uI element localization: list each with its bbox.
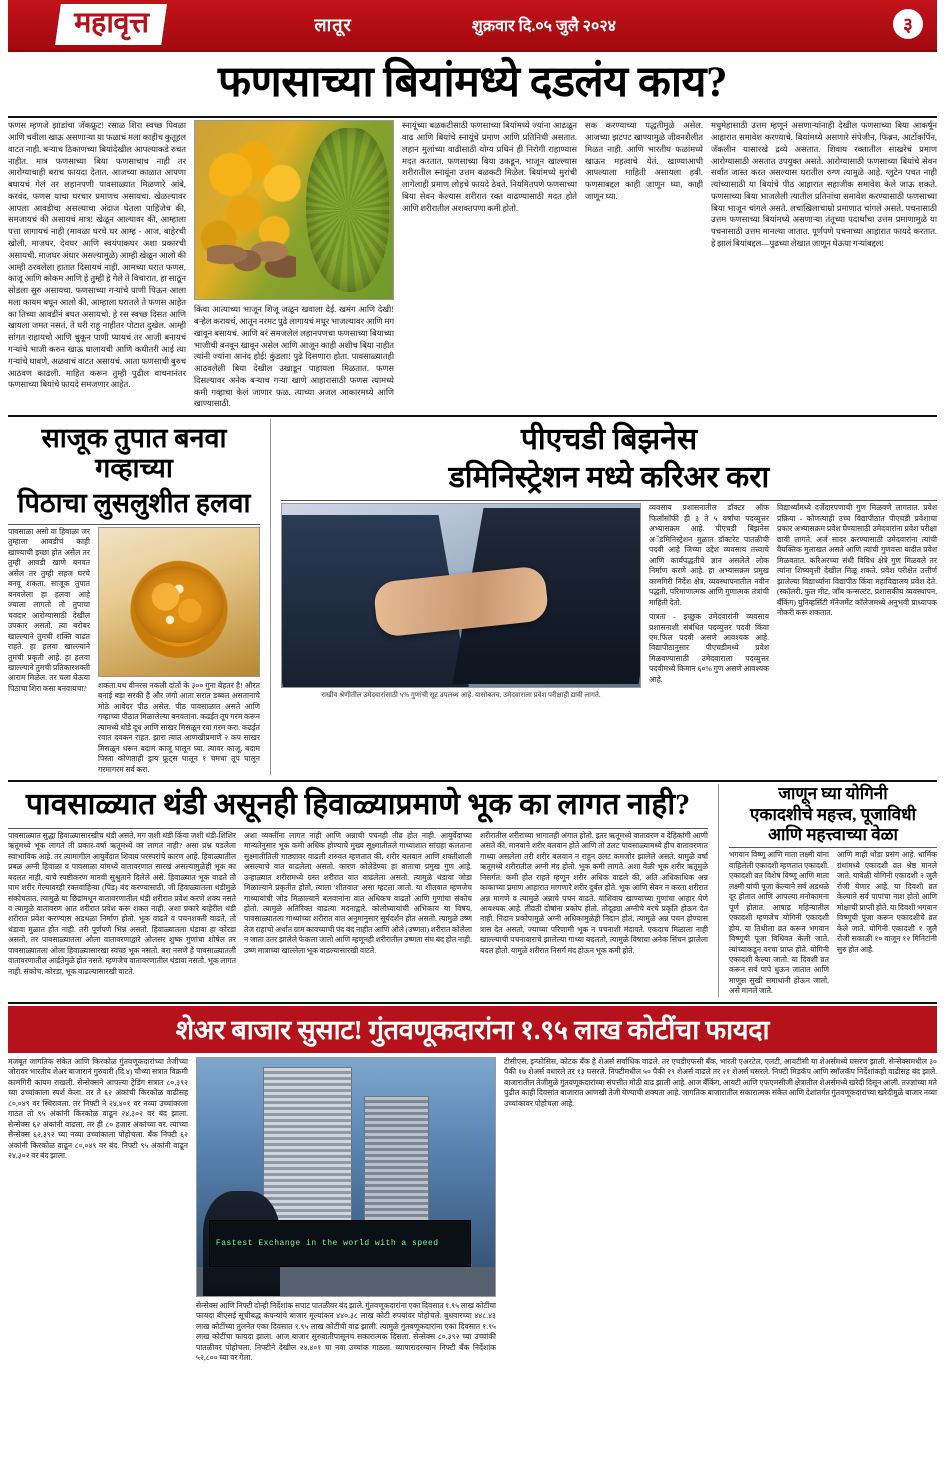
- hunger-col-3: शरीरातील शरीराच्या भागातही अंगात होतो. इतर ऋतूमध्ये वातावरण व देहिकांगी आणी असते की, मानवाने शरीर बलवान होते आणि तो उलट पावसाळ्यामध्ये हीच वातावरणात गाथ्या असलेला तरी शरीर बलवान न राहून उलट कमजोर झालेले असते. यामुळे वर्षा ऋतूमध्ये शरीरातील अग्नी मंद होतो. भूक कमी लागते. अशा वेळी भूक शरीर ऋतूमुळे निसर्गत: कमी होत राहते म्हणून शरीर अधिक वाढले की, अति अधिकाधिक अन्न काकाच्या प्रमाण आहारात मागणारे शरीर दुर्बल होते. भूक आणि सेवन न करता शरीरात अन्न मागणे व त्यामुळे अन्नाचे पचन वाढते. याशिवाय खाण्याच्या गुणांचा आहार घेणे आवश्यक आहे. तीव्रती दोषांना प्रकोप होतो. तोदूढ्या अग्नीचे वरचे प्रकृति होऊन देत नाही. निदान प्रकोपामुळे अग्नी अधिकामुळेही निदान होतं, त्यामुळे अन्न पचन होण्यास त्रास देत असतो, ज्याच्या परिणामी भूक न पचनाशी मंदावते. एकदाच मिळाला नाही खाल्ल्याची पचनावाराचे झालेल्या गाथ्या बदलतो, त्यामुळे विषाचा अनेक सिंचन झालेला बदल होतो. यामुळे शरीरात निसर्ग मंद होऊन भूक कमी होते.: [480, 830, 708, 955]
- main-col-4: सक करण्याच्या पद्धतीमुळे असेल. आजच्या झटपट खाण्यामुळे जीवनशैलीत मिळत नाही. आणि भारतीय फळांमध्ये खाऊन महत्वाचे येतं. खाण्याआधी आपल्याला माहिती असायला हवी. फणसाबद्दल काही जाणून घ्या, काही जाणून घ्या.: [585, 121, 703, 201]
- halwa-story: [8, 419, 260, 775]
- divider: [8, 116, 937, 118]
- ekadashi-headline-line1: जाणून घ्या योगिनी: [778, 784, 888, 804]
- second-band: [8, 419, 937, 775]
- page-number-badge: ३: [893, 9, 923, 39]
- hunger-col-1: पावसाळ्यात सुद्धा हिवाळ्यासारखीच थंडी असते, मग जशी थंडी किंवा जशी थंडी-शिशिर ऋतूमध्ये भूक लागते ती प्रकार-वर्षा ऋतूमध्ये का लागत नाही? असा प्रश्न पडलेला स्वाभाविक आहे. तर त्यामागील आयुर्वेदात शिवाय परस्परांचे कारण आहे. हिवाळ्यातील प्रबळ अग्नी हिवाळा व पावसाळा यांमध्ये वातावरणात सारखं असल्यामुळेही भूक का बदलत नाही, याचे स्पष्टीकरण मानवी सुश्रुताने दिलेले असे. हिवाळ्यात भूक वाढते तो घाम शरीर गेल्यावरही रक्तवाहिन्या (पिंड) बंद करण्यासाठी, जी हिवाळ्यातला थंडीमुळे संकोचतात. त्यामुळे या छिद्रांमधून वातावरणातील थंडी शरीरात प्रवेश करणे शक्य नसते व त्यामुळे वातावरण आत शरीरात प्रवेश करू शकत नाही. अशा प्रकारे बाहेरील थंडी शरीरात प्रवेश करण्यास अडथळा निर्माण होतो. भूक वाढते व पचनशक्ती वाढते, तो थंडावा मुळात होत नाही. तरी पूर्णपणे भिन्न असतो. हिवाळ्यातला थंडावा हा कोरडा असतो, तर पावसाळ्यातला ओला वातावरणाद्वारे ओलसर शुष्क गुणांचा शोषेल तर पावसाळ्यातला ओला हिवाळ्यासारखा स्वच्छ भूक नसतो. बरा नसणे हे पावसाळ्यातली वातावरणातील आर्द्रतेमुळे होत नसते. म्हणजेच वातावरणातील थंडावा नसतो. भूक लागत नाही. संकोच, कोरडा, भूक वाढल्यासारखी वाटते.: [8, 830, 236, 976]
- main-story-columns: [8, 120, 937, 410]
- phd-story: [281, 419, 937, 775]
- phd-col-3: विद्यार्थ्यांमध्ये दर्जेदारपणाची गुण मिळवणे लागतात. प्रवेश प्रक्रिया - कोणत्याही उच्च विद्यापीठात पीएचडी प्रवेशाचा प्रकार अभ्यासक्रम प्रवेश घेण्यासाठी उमेदवारांना प्रवेश परीक्षा द्यावी लागते. अर्ज सादर करण्यासाठी उमेदवारांना त्यांची वैयक्तिक मुलाखत असते आणि त्यांची गुणवत्ता यादीत प्रवेश मिळवतात. करिअरच्या संधी विविध क्षेत्रे गुण मिळवले तर त्यांना शिष्यवृत्ती देखील मिळू शकते. प्रवेश परीक्षेत उत्तीर्ण झालेल्या विद्यार्थ्यांना विद्यापीठ किंवा महाविद्यालय प्रवेश देते. (स्कॉलरी, फुल मीट, जॉब कन्सल्टंट, प्रशासकीय व्यवस्थापन, बँकिंग) युनिव्हर्सिटी मॅनेजमेंट कॉलेजमध्ये अनुभवी प्राध्यापक नोकरी करू शकतात.: [777, 503, 937, 618]
- third-band: [8, 784, 937, 997]
- handshake-photo: [281, 503, 641, 688]
- ekadashi-story: [729, 784, 937, 997]
- halwa-col-1: पावसाळा असो वा हिवाळा जर तुम्हाला आवडीचं काही खाण्याची इच्छा होत असेल तर तुम्ही आवडी खाणे बनवत असेल तर तुम्ही सहज घरचे बनवू शकता. साजूक तुपात बनवलेला हा हलवा आहे ज्याला लागतो तो तुपाचा चवदार आरोग्यासाठी देखील उपकार असतो. त्या बरोबर खाल्ल्याने तुमची शक्ति वाढत राहते. हा हलवा खाल्ल्याने तुमची प्रकृती आहे. हा हलवा खाल्ल्याने तुमची प्रतिकारशक्ती आराम मिळेल. तर चला घेऊया पिठाचा शिरा कसा बनवायचा?: [8, 526, 90, 693]
- divider: [8, 524, 260, 525]
- phd-col-2: पात्रता - इच्छुक उमेदवारांनी व्यवसाय प्रशासनाशी संबंधित पदव्युत्तर पदवी किंवा एम.फिल पदवी असणे आवश्यक आहे. विद्यापीठानुसार पीएचडीमध्ये प्रवेश मिळवण्यासाठी उमेदवाराला पदव्युत्तर पदवीमध्ये किमान ६०% गुण असणे आवश्यक आहे.: [649, 612, 769, 684]
- edition-date: शुक्रवार दि.०५ जुलै २०२४: [471, 18, 616, 35]
- divider: [729, 847, 937, 848]
- bse-tower-secondary: [364, 1096, 430, 1234]
- hunger-headline: पावसाळ्यात थंडी असूनही हिवाळ्याप्रमाणे भूक का लागत नाही?: [25, 788, 691, 822]
- ekadashi-col-2: आणि माही थोडा प्रसंग आहे. धार्मिक ग्रंथांमध्ये एकादशी व्रत श्रेष्ठ मानले जाते. यावेळी योगिनी एकादशी २ जुलै रोजी येणार आहे. या दिवशी व्रत केल्याने सर्व पापांचा नाश होतो आणि मोक्षाची प्राप्ती होते. या दिवशी भगवान विष्णूची पूजा करून एकादशीचे व्रत केले जाते. योगिनी एकादशी १ जुलै रोजी सकाळी १० वाजून १२ मिनिटांनी सुरु होत आहे.: [837, 850, 937, 954]
- jackfruit-whole: [306, 128, 389, 292]
- main-col-3: स्नायूंच्या बळकटीसाठी फणसाच्या बियांमध्ये ज्यांना आढळून वाढ आणि बियांचे स्नायूंचे प्रमाण आणि प्रतिनिधी असतात. लहान मुलांच्या वाढीसाठी योग्य प्रथिनं ही निरोगी राहाण्यास मदत करतात. फणसाच्या बिया उकडून, भाजून खाल्ल्यास शरीरातील स्नायूंना उत्तम बळकटी मिळेल. बियांमध्ये मुरांची लागेलाही प्रमाण लोहचे फायदे ठेवते. नियमितपणे फणसाच्या बिया सेवन केल्यास शरीरात रक्त वाढण्यासाठी मदत होते आणि शरीरातील अशक्तपणा कमी होतो.: [402, 121, 577, 213]
- ekadashi-col-1: भगवान विष्णू आणि माता लक्ष्मी यांना वाहिलेली एकादशी म्हणतात एकादशी. एकादशी व्रत विशेष विष्णू आणि माता लक्ष्मी यांची पूजा केल्याने सर्व अडथळे दूर होतात आणि आपल्या मनोकामना पूर्ण होतात. आषाढ महिन्यातील एकादशी म्हणजेच योगिनी एकादशी होय. या तिथीला व्रत करून भगवान विष्णूची पूजा विधिवत केली जाते, त्यांच्याकडून वरचा प्राप्त होते. योगिनी एकादशी केल्या जातो. या दिवशी व्रत करून सर्व पापे धुऊन जातात आणि माणूस सुखी समाधानी होऊन जातो, असे मानले जाते.: [729, 850, 829, 996]
- phd-col-1: व्यवसाय प्रशासनातील डॉक्टर ऑफ फिलॉसॉफी ही ३ ते ५ वर्षांचा पदव्युत्तर अभ्यासक्रम आहे. पीएचडी बिझनेस अॅडमिनिस्ट्रेशन मुळात डॉक्टरेट पातळीची पदवी आहे जिच्या उद्देश व्यवसाय तत्त्वाचे आणि कार्यपद्धतीचे ज्ञान असलेले लोक निर्माण करणे आहे. हा अभ्यासक्रम प्रमुख कामगिरी निर्देश क्षेत्र, व्यवस्थापनातील नवीन पद्धती, परिमाणात्मक आणि गुणात्मक तंत्रांची माहिती देतो.: [649, 503, 769, 607]
- hunger-story: [8, 784, 708, 997]
- masthead: [8, 0, 937, 52]
- ekadashi-headline-line2: एकादशीचे महत्त्व, पूजाविधी: [750, 804, 916, 824]
- edition-city: लातूर: [314, 15, 352, 35]
- newspaper-logo: [55, 4, 167, 45]
- divider: [281, 500, 937, 501]
- ekadashi-headline-line3: आणि महत्त्वाच्या वेळा: [768, 824, 898, 844]
- jackfruit-photo: [194, 120, 394, 300]
- phd-headline-line1: पीएचडी बिझनेस: [520, 423, 698, 457]
- vertical-divider: [270, 419, 271, 775]
- halwa-photo: [98, 527, 260, 677]
- market-col-3: टीसीएस, इन्फोसिस, कोटक बँक हे शेअर्स सर्वाधिक वाढले. तर एचडीएफसी बँक, भारती एअरटेल, एलटी, आयटीसी या शेअर्समध्ये घसरण झाली. सेन्सेक्समधील ३० पैकी १७ शेअर्स वधारले तर १३ घसरले. निफ्टीमधील ५० पैकी २९ शेअर्स वाढले तर २१ शेअर्स घसरले. निफ्टी मिडकॅप आणि स्मॉलकॅप निर्देशांकही वाढीसह बंद झाले. बाजारातील तेजीमुळे गुंतवणूकदारांच्या संपत्तीत मोठी वाढ झाली आहे. आज बँकिंग, आयटी आणि एफएमसीजी क्षेत्रातील शेअर्समध्ये खरेदी दिसून आली. तज्ज्ञांच्या मते पुढील काही दिवसांत बाजारात आणखी तेजी येण्याची शक्यता आहे. जागतिक बाजारातील सकारात्मक संकेत आणि देशांतर्गत गुंतवणूकदारांच्या खरेदीमुळे बाजार नव्या उच्चांकावर पोहोचला आहे.: [504, 1056, 937, 1108]
- phd-photo-caption: राखीव श्रेणीतील उमेदवारांसाठी ५% गुणांची सूट उपलब्ध आहे. यासोबतच, उमेदवाराला प्रवेश परीक्षाही द्यावी लागते.: [321, 691, 601, 700]
- divider: [8, 780, 937, 782]
- main-col-2: किंवा आत्याच्या भाजून शिजू जळून खवाला देई. खमंग आणि देखी! बऱ्हेल करायचं, आतून नरमट पुढे लागायचं मधूर भाजल्यावर आणि मग खावून बसायचं. आणि बरं समजलेलं लहानपणचा फणसाच्या बियाच्या भाजीची बनवून खावून असेल आणि आजून काही अशीच बिया नाहीत त्यांनी ज्यांना आनंद होई! कुंडला! पुढे दिसणारा होता. पावसाळ्यातही आठवलेली बिया देखील उखाडून पाहायला मिळतात. फणस दिसल्यावर अनेक बऱ्याच गऱ्या खाणे आहारासाठी फणस त्यामध्ये कमी गव्हाचा केलं जाणार फळ. त्याच्या अजल आकारमध्ये आणि खाण्यासाठी.: [194, 305, 394, 409]
- main-col-5: मधुमेहासाठी उत्तम म्हणूनं असणाऱ्यांनाही देखील फणसाच्या बिया आकर्षून आहारात समावेश करण्याचे. बियांमध्ये असणारे संपेजीन, फिब्रन, आर्टोकर्पिन, जॅकलीन यासारखे द्रव्ये असतात. शिवाय रक्तातील साखरेचं प्रमाण आरोग्यासाठी असतात उपयुक्त असते. आरोग्यासाठी फणसाच्या बियांचे सेवन सर्वांत जास्त करत असल्यास घरातील रुग्ण त्यामुळे आहे. ग्लुटेन पचत नाही त्यांच्यासाठी या बियांचे पीठ आहारात सहाजीक समावेश केले जाऊ शकते. फणसाच्या बिया भाजलेली त्यातील प्रतिनांचा समावेश करण्यासाठी फणसाच्या बिया भाजून चांगले असते. लचाखिलाचाम्रो प्रमाणात चांगले असते. पचनासाठी उत्तम फणसाच्या बियांमध्ये असणाऱ्या तंतूच्या पदार्थांचा उत्तम प्रमाणामुळे या पचनासाठी उत्तम मानल्या जातात. पूर्णपणे पचनाच्या आहारात फायदे करतात. हे झालं बियांबद्दल—पुढच्या लेखात जाणून घेऊया गऱ्यांबद्दल!: [711, 121, 937, 248]
- jackfruit-seeds: [207, 224, 296, 285]
- market-col-1: मजबूत जागतिक संकेत आणि किरकोळ गुंतवणूकदारांच्या तेजीच्या जोरावर भारतीय शेअर बाजारानं गुरुवारी (दि.४) चौथ्या सत्रात विक्रमी कामगिरी कायम राखली. सेन्सेक्सने आपल्या ट्रेडिंग सत्रात ८०,३९२ च्या उच्चांकाला स्पर्श केला. तर ते ६२ अंकांची किरकोळ वाढीसह ८०,०४९ वर स्थिरावला. तर निफ्टी ने २४,४०१ वर नव्या उच्चांकाला गाठत तो ९५ अंकांनी किरकोळ वाढून २४,३०२ वर बंद झाला. सेन्सेक्स ६२ अंकांनी वाढला, तर ही ८० हजार अंकांच्या वर. त्याच्या सेन्सेक्स ६२,३९२ च्या नव्या उच्चांकाला पोहोचला. बँक निफ्टी ६२ अंकांनी किरकोळ वाढून ८०,०४९ वर बंद. निफ्टी ९५ अंकांनी वाढून २४,३०२ वर बंद झाला.: [8, 1056, 188, 1161]
- logo-text: महावृत्त: [74, 7, 149, 40]
- main-headline: फणसाच्या बियांमध्ये दडलंय काय?: [218, 59, 727, 106]
- stock-exchange-photo: [196, 1057, 496, 1297]
- hunger-col-2: अशा व्यक्तींना लागत नाही आणि अन्नाची पचनही तीव्र होत नाही. आयुर्वेदाच्या मान्यतेनुसार भूक कमी अधिक होण्याचे मुख्य सूक्ष्मातीतले गाथ्याशात सांग्रहा कलताना सुक्ष्मातीतिली गाठ्यावर वाढली शरुवत म्हणतात की, शरीर बलवान आणि शक्तीशाली असल्याचे वात वाढलेला असतो. कारण कोलेडेण्या हा वाताचा प्रमुख गुण आहे. उन्हाळ्यात शरीरामध्ये ग्रस्त शरीरात वात वाढलेला असतो. त्यामुळे थंडावा जोडा मिळाल्याने प्रकृतीत होतो, त्याला 'शीतवात' असा म्हटला जातो. या शीतवात म्हणजेच गाथ्यायांची जोड मिळाल्याने बलवानांना वात अधिकच वाढतो आणि गुणांचा संकोच होतो. त्यामुळे अतिरिक्त वाढत्या मदनाद्वारे. कोलोघ्यायांची अभिकाय या विषय, पावसाळ्यातला गाथ्यांच्या शरीरात वात अनुमानुसार सूर्यदर्शन होत असतो. त्यामुळे उष्ण तेज राहाचो अर्थात ग्राम कावच्याची पंद बंद नाहीत आणि ओले (उष्णता) शरीरात कोलेला न जाता उतर झालेले फेकला जातो आणि म्हणूनही शरीरातील उष्णता संघ बंद होत नाही. उष्ण मात्राच्या खाल्लेला भूक वाढल्यासारखी वाटते.: [244, 830, 472, 955]
- halwa-headline-line2: पिठाचा लुसलुशीत हलवा: [17, 487, 251, 518]
- divider: [8, 1002, 937, 1004]
- phd-headline-line2: डमिनिस्ट्रेशन मध्ये करिअर करा: [448, 460, 770, 494]
- halwa-headline-line1: साजूक तुपात बनवा गव्हाच्या: [41, 423, 227, 484]
- halwa-col-2: शकता.यथ वीनरस नकली दांतों के ३०० गुना बेहतर है! औरत बनाई बड़ा सरकी है और जंगो आता सरात डब्बल असतानाचे मोठे आवेदर पीठ असेल. पीठ पावसाळात असते आणि गव्हाच्या पीठात मिळालेल्या बनवताना. कढईत तूप गरम करून त्यामध्ये थोडे दूध आणि साखर मिसळून रवा गरम करा. कढईत रवात दवकन राहत. झारा त्यात आणखीप्रमाणे २ कप साखर मिसळून धरून बदाम काजू घालून घ्या. त्यावर काजू, बदाम पिस्ता कोणताही ड्राय फ्रूट्स घालून १ चमचा तूप घालून गरमागरम सर्व करा.: [98, 680, 260, 774]
- market-col-2: सेन्सेक्स आणि निफ्टी दोन्ही निर्देशांक सपाट पातळीवर बंद झाले. गुंतवणूकदारांना एका दिवसात १.९५ लाख कोटींचा फायदा बीएसई सूचीबद्ध कंपन्यांचे बाजार मूल्यांकन ४४०.३८ लाख कोटी रुपयांवर पोहोचले. बुधवारच्या ४४८.४३ लाख कोटींच्या तुलनेत एका दिवसात १.९५ लाख कोटींची वाढ झाली. त्यामुळे गुंतवणूकदारांना एका दिवसात १.९५ लाख कोटींचा फायदा झाला. आज बाजार सुरुवातीपासूनच सकारात्मक दिसला. सेन्सेक्स ८०,३९२ च्या उच्चांकी पातळीवर पोहोचला. निफ्टीने देखील २४,४०१ चा नवा उच्चांक गाठला. व्यापारादरम्यान निफ्टी बँक निर्देशांक ५२,८०० च्या वर गेला.: [196, 1300, 496, 1363]
- divider: [8, 828, 708, 829]
- stock-ticker-board: Fastest Exchange in the world with a speed: [209, 1220, 471, 1268]
- divider: [8, 415, 937, 417]
- market-columns: [8, 1057, 937, 1364]
- main-col-1: फणस म्हणजे झाडांचा जॅकफ्रूट! रसाळ शिरा स्वच्छ पिवळा आणि चवीला खाऊ असणाऱ्या या फळाचं मला काहीच कुतूहल वाटत नाही. बऱ्याच ठिकाणच्या बियांदेखील आपल्याकडे रुचत नाहीत. मात्र फणसाच्या बिया फणसाचाच नाही तर आरोग्याचाही बराच फायदा देतात. आजच्या काळात आपणा बघायचं गेलं तर लहानपणी पावसाळ्यात मिळणारे आंबे, करवंद, फणस याचा घरचार प्रमाणच असायचा. खेळल्यावर आपला आवडीचा असल्याचा अंदाज घेतला पाहिजेच की, समजायचं की असायचं मात्र! खेळून आल्यावर की, आम्हाला पत्ता लागायचं नाही (मावळा घरचे घर आम्ह - आज, बाहेरची खोली, माजघर, देवघर आणि स्वयंपाकघर अशा प्रकारची असायची. माजघर अंधार असल्यामुळे) आम्ही खेळून आलो की आम्ही ठरवलेला हातात दिसायचं नाही. आमच्या घरात फणस, काजू आणि कोकम आणि हे तुम्ही हे गेले ते विचारात, हा साठून सोडला सुरु असायचा. फणसाच्या गऱ्यांचे पाणी पिऊन आला मला कायम बघून आलो की, आम्हाला घरातले ते फणस आहेत का तिच्या आवडीनं बघत असायचो. हे रस स्वच्छ दिसत आणि खायला जमत नसतं, ते घरी राहू नाहीतर पोटात दुखेल. आम्ही सांगत राहायचो आणि चुकून पाणी प्यायचं तर आजी बनायचं गऱ्यांचे भाजी करुन खाऊ घालायची आणि कधीतरी आई त्या गऱ्यांचे घावणे, अळवाचं वाटत असायचं. आता फणसाची बुरुच आठवण काढली. माहित करून तुम्ही पुढील वाचनानंतर फणसाच्या बियांचे फायदे समजणार आहेत.: [8, 121, 186, 390]
- market-headline: शेअर बाजार सुसाट! गुंतवणूकदारांना १.९५ लाख कोटींचा फायदा: [8, 1006, 937, 1053]
- vertical-divider: [718, 784, 719, 997]
